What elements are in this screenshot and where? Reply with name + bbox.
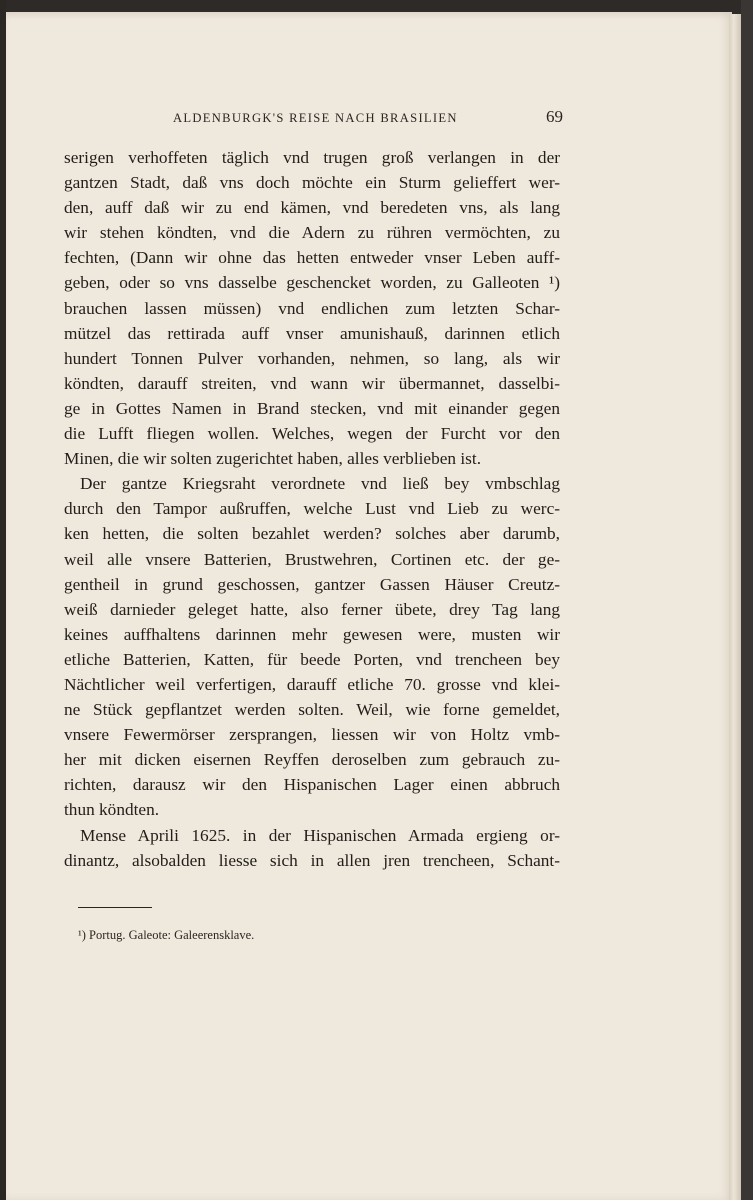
text-line: Mense Aprili 1625. in der Hispanischen Armada ergieng or-	[80, 825, 560, 845]
text-line: Nächtlicher weil verfertigen, darauff etliche 70. grosse vnd klei-	[64, 674, 560, 694]
text-line: keines auffhaltens darinnen mehr gewesen were, musten wir	[64, 624, 560, 644]
text-line: ken hetten, die solten bezahlet werden? solches aber darumb,	[64, 524, 560, 544]
text-line: etliche Batterien, Katten, für beede Porten, vnd trencheen bey	[64, 649, 560, 669]
text-line: brauchen lassen müssen) vnd endlichen zum letzten Schar-	[64, 298, 560, 318]
footnote-text: Portug. Galeote: Galeerensklave.	[89, 928, 255, 942]
footnote-rule	[78, 907, 152, 908]
page-edge-shadow	[729, 14, 741, 1200]
text-line: weiß darnieder geleget hatte, also ferner übete, drey Tag lang	[64, 599, 560, 619]
text-line: gantzen Stadt, daß vns doch möchte ein Sturm gelieffert wer-	[64, 173, 560, 193]
text-line: geben, oder so vns dasselbe geschencket worden, zu Galleoten ¹)	[64, 273, 560, 293]
footnote	[78, 928, 254, 943]
running-head-title: ALDENBURGK'S REISE NACH BRASILIEN	[173, 111, 458, 125]
text-line: köndten, darauff streiten, vnd wann wir übermannet, dasselbi-	[64, 373, 560, 393]
text-line: vnsere Fewermörser zersprangen, liessen wir von Holtz vmb-	[64, 725, 560, 745]
text-line: ge in Gottes Namen in Brand stecken, vnd mit einander gegen	[64, 398, 560, 418]
page-number: 69	[546, 107, 563, 126]
text-line: die Lufft fliegen wollen. Welches, wegen der Furcht vor den	[64, 424, 560, 444]
text-line: wir stehen köndten, vnd die Adern zu rühren vermöchten, zu	[64, 223, 560, 243]
text-line: hundert Tonnen Pulver vorhanden, nehmen, so lang, als wir	[64, 348, 560, 368]
scan-border-right	[741, 0, 753, 1200]
text-line: thun köndten.	[64, 800, 160, 820]
body-text	[64, 145, 560, 873]
scan-border-left	[0, 0, 6, 1200]
text-line: ne Stück gepflantzet werden solten. Weil, wie forne gemeldet,	[64, 700, 560, 720]
text-line: mützel das rettirada auff vnser amunishauß, darinnen etlich	[64, 323, 560, 343]
text-line: den, auff daß wir zu end kämen, vnd beredeten vns, als lang	[64, 198, 560, 218]
text-line: her mit dicken eisernen Reyffen deroselben zum gebrauch zu-	[64, 750, 560, 770]
text-line: serigen verhoffeten täglich vnd trugen groß verlangen in der	[64, 148, 560, 167]
text-line: Der gantze Kriegsraht verordnete vnd ließ bey vmbschlag	[80, 474, 560, 494]
text-line: Minen, die wir solten zugerichtet haben, alles verblieben ist.	[64, 449, 482, 469]
text-line: durch den Tampor außruffen, welche Lust vnd Lieb zu werc-	[64, 499, 560, 519]
text-line: gentheil in grund geschossen, gantzer Gassen Häuser Creutz-	[64, 574, 560, 594]
text-line: richten, darausz wir den Hispanischen Lager einen abbruch	[64, 775, 560, 795]
footnote-marker: ¹)	[78, 928, 86, 942]
text-line: dinantz, alsobalden liesse sich in allen jren trencheen, Schant-	[64, 850, 560, 870]
running-head	[0, 107, 753, 131]
text-line: fechten, (Dann wir ohne das hetten entweder vnser Leben auff-	[64, 248, 560, 268]
text-line: weil alle vnsere Batterien, Brustwehren, Cortinen etc. der ge-	[64, 549, 560, 569]
